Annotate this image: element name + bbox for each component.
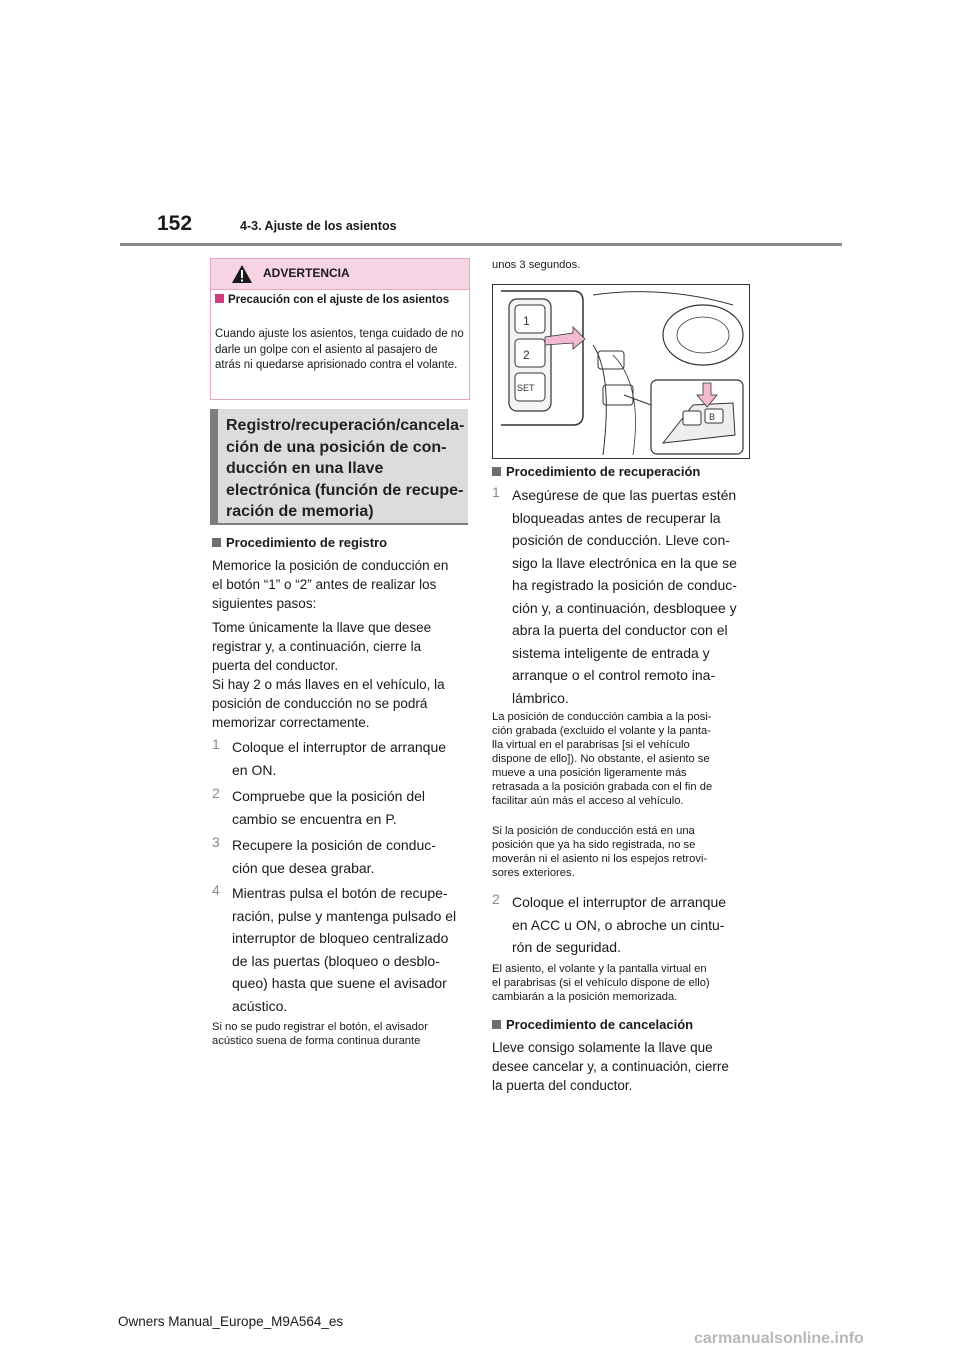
document-footer: Owners Manual_Europe_M9A564_es bbox=[118, 1314, 344, 1329]
warning-triangle-icon bbox=[231, 264, 253, 284]
continued-note: unos 3 segundos. bbox=[492, 259, 581, 271]
section-heading: Registro/recuperación/cancela- ción de una posición de con- ducción en una llave electrónica (función de recupe- ración de memoria) bbox=[226, 417, 465, 520]
warning-box bbox=[210, 258, 470, 400]
button-1-label: 1 bbox=[523, 314, 530, 328]
step-3: 3 Recupere la posición de conduc- ción que desea grabar. bbox=[212, 834, 436, 876]
illustration-drawing bbox=[493, 285, 749, 458]
bullet-square-icon bbox=[492, 1020, 501, 1029]
registro-heading: Procedimiento de registro bbox=[212, 535, 387, 550]
button-2-label: 2 bbox=[523, 348, 530, 362]
recuperacion-step-1: 1 Asegúrese de que las puertas estén bloqueadas antes de recuperar la posición de conducción. Lleve con- sigo la llave electrónica en la que se ha registrado la posición de conduc- ción y, a continuación, desbloquee y abra la puerta del conductor con el sistema inteligente de entrada y arranque o el control remoto ina- lámbrico. bbox=[492, 484, 737, 706]
page-number: 152 bbox=[157, 212, 193, 235]
cancelacion-text: Lleve consigo solamente la llave que desee cancelar y, a continuación, cierre la puerta del conductor. bbox=[492, 1040, 729, 1093]
bullet-square-icon bbox=[212, 538, 221, 547]
step-1: 1 Coloque el interruptor de arranque en ON. bbox=[212, 736, 447, 778]
section-heading-box bbox=[210, 409, 468, 525]
pink-square-icon bbox=[215, 294, 224, 303]
registro-note: Si no se pudo registrar el botón, el avisador acústico suena de forma continua durante bbox=[212, 1021, 428, 1047]
section-title: 4-3. Ajuste de los asientos bbox=[240, 219, 397, 233]
cancelacion-heading: Procedimiento de cancelación bbox=[492, 1017, 693, 1032]
memory-switch-illustration bbox=[492, 284, 750, 459]
warning-body: Cuando ajuste los asientos, tenga cuidado de no darle un golpe con el asiento al pasajero de atrás ni quedarse aprisionado contra el volante. bbox=[215, 328, 464, 371]
watermark: carmanualsonline.info bbox=[694, 1330, 864, 1347]
recuperacion-heading: Procedimiento de recuperación bbox=[492, 464, 700, 479]
door-lock-label: B bbox=[709, 412, 716, 422]
recuperacion-note-1: La posición de conducción cambia a la posi- ción grabada (excluido el volante y la panta- lla virtual en el parabrisas [si el vehículo dispone de ello]). No obstante, el asiento se mueve a una posición ligeramente más retrasada a la posición grabada con el fin de facilitar aún más el acceso al vehículo. bbox=[492, 711, 713, 807]
recuperacion-note-3: El asiento, el volante y la pantalla virtual en el parabrisas (si el vehículo dispone de ello) cambiarán a la posición memorizada. bbox=[492, 963, 710, 1003]
bullet-square-icon bbox=[492, 467, 501, 476]
warning-subtitle: Precaución con el ajuste de los asientos bbox=[215, 293, 465, 308]
header-rule bbox=[120, 243, 842, 246]
registro-intro: Memorice la posición de conducción en el botón “1” o “2” antes de realizar los siguientes pasos: bbox=[212, 558, 449, 611]
set-button-label: SET bbox=[517, 383, 535, 393]
registro-instructions: Tome únicamente la llave que desee registrar y, a continuación, cierre la puerta del conductor. Si hay 2 o más llaves en el vehículo, la posición de conducción no se podrá memorizar correctamente. bbox=[212, 620, 445, 730]
recuperacion-step-2: 2 Coloque el interruptor de arranque en ACC u ON, o abroche un cintu- rón de seguridad. bbox=[492, 891, 727, 955]
step-4: 4 Mientras pulsa el botón de recupe- ración, pulse y mantenga pulsado el interruptor de bloqueo centralizado de las puertas (bloqueo o desblo- queo) hasta que suene el avisador acústico. bbox=[212, 882, 457, 1014]
step-2: 2 Compruebe que la posición del cambio se encuentra en P. bbox=[212, 785, 426, 827]
warning-header bbox=[211, 259, 469, 290]
warning-title: ADVERTENCIA bbox=[263, 266, 350, 280]
recuperacion-note-2: Si la posición de conducción está en una posición que ya ha sido registrada, no se moverán ni el asiento ni los espejos retrovi- sores exteriores. bbox=[492, 825, 708, 879]
